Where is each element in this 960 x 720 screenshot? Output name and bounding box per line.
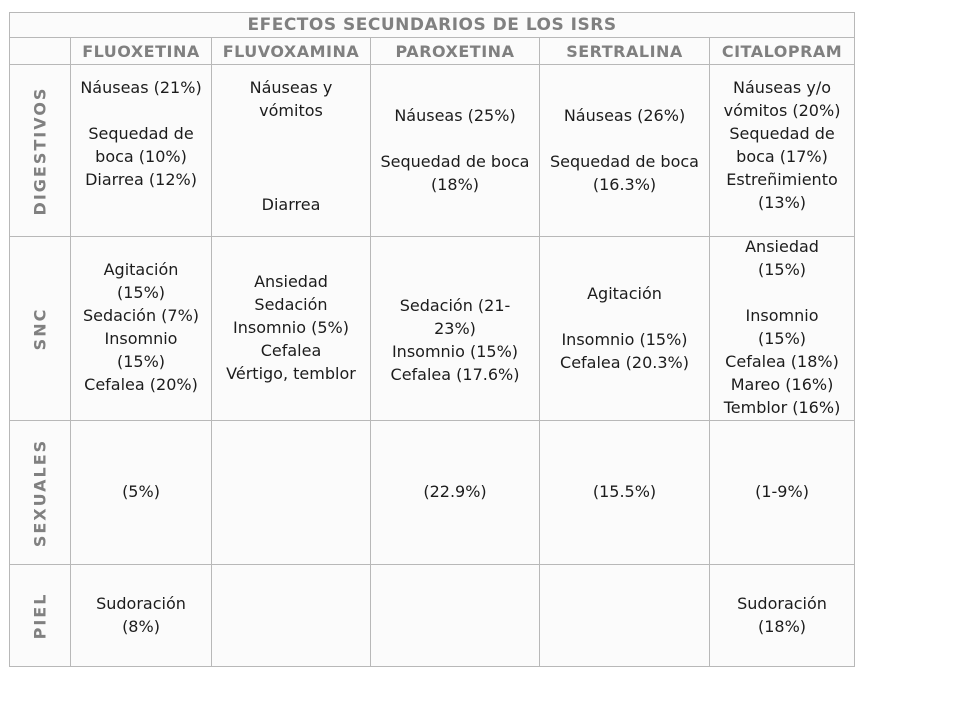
- cell-piel-citalopram: [710, 565, 855, 667]
- cell-line: vómitos: [259, 101, 323, 120]
- cell-line: Náuseas (26%): [563, 106, 686, 125]
- row-header-snc: [10, 237, 71, 421]
- cell-snc-sertralina: [540, 237, 710, 421]
- cell-line: (13%): [758, 193, 807, 212]
- cell-line: Agitación: [587, 284, 662, 303]
- cell-line: Sedación: [254, 295, 328, 314]
- cell-line: (18%): [758, 617, 807, 636]
- cell-line: Sequedad de: [88, 124, 194, 143]
- cell-line: Cefalea: [260, 341, 322, 360]
- cell-line: Insomnio: [104, 329, 178, 348]
- cell-line: boca (17%): [736, 147, 828, 166]
- cell-sexuales-fluvoxamina: [212, 421, 371, 565]
- cell-snc-fluoxetina: [71, 237, 212, 421]
- cell-line: Sedación (21-: [399, 296, 511, 315]
- cell-piel-sertralina: [540, 565, 710, 667]
- cell-piel-fluvoxamina: [212, 565, 371, 667]
- cell-line: (15%): [758, 329, 807, 348]
- cell-digestivos-fluvoxamina: [212, 65, 371, 237]
- cell-snc-fluvoxamina: [212, 237, 371, 421]
- column-header-fluvoxamina: FLUVOXAMINA: [212, 38, 371, 65]
- table-row-digestivos: [10, 65, 855, 237]
- cell-line: Náuseas (21%): [80, 78, 202, 97]
- cell-line: (22.9%): [423, 482, 487, 501]
- cell-line: boca (10%): [95, 147, 187, 166]
- cell-line: Sudoración: [737, 594, 827, 613]
- column-header-citalopram: CITALOPRAM: [710, 38, 855, 65]
- cell-line: Sequedad de: [729, 124, 835, 143]
- cell-line: Estreñimiento: [726, 170, 838, 189]
- row-header-sexuales: [10, 421, 71, 565]
- ssri-side-effects-table: [9, 12, 855, 667]
- table-row-piel: [10, 565, 855, 667]
- cell-line: Náuseas y: [249, 78, 333, 97]
- cell-line: Cefalea (17.6%): [390, 365, 520, 384]
- cell-sexuales-fluoxetina: [71, 421, 212, 565]
- table-row-sexuales: [10, 421, 855, 565]
- cell-sexuales-citalopram: [710, 421, 855, 565]
- cell-piel-paroxetina: [371, 565, 540, 667]
- row-label-piel: PIEL: [30, 592, 50, 639]
- corner-cell: [10, 38, 71, 65]
- cell-line: Náuseas y/o: [733, 78, 831, 97]
- cell-line: (15.5%): [592, 482, 657, 501]
- cell-line: Cefalea (18%): [725, 352, 839, 371]
- cell-sexuales-sertralina: [540, 421, 710, 565]
- cell-line: (18%): [430, 175, 480, 194]
- cell-line: (15%): [116, 283, 166, 302]
- row-header-piel: [10, 565, 71, 667]
- cell-line: Sequedad de boca: [380, 152, 530, 171]
- row-label-snc: SNC: [30, 307, 50, 350]
- cell-line: Cefalea (20.3%): [560, 353, 689, 372]
- cell-line: Diarrea (12%): [85, 170, 197, 189]
- cell-snc-citalopram: [710, 237, 855, 421]
- cell-line: Insomnio: [745, 306, 819, 325]
- cell-digestivos-citalopram: [710, 65, 855, 237]
- cell-line: (16.3%): [592, 175, 657, 194]
- cell-line: Ansiedad: [254, 272, 328, 291]
- cell-line: Insomnio (15%): [561, 330, 688, 349]
- cell-line: Agitación: [103, 260, 179, 279]
- cell-line: Sudoración: [96, 594, 186, 613]
- cell-line: Temblor (16%): [723, 398, 841, 417]
- column-header-fluoxetina: FLUOXETINA: [71, 38, 212, 65]
- row-label-sexuales: SEXUALES: [30, 438, 50, 547]
- column-header-sertralina: SERTRALINA: [540, 38, 710, 65]
- table-row-snc: [10, 237, 855, 421]
- cell-line: (15%): [116, 352, 166, 371]
- cell-line: Sedación (7%): [82, 306, 200, 325]
- cell-line: (8%): [122, 617, 160, 636]
- cell-line: Diarrea: [261, 195, 321, 214]
- cell-line: Ansiedad: [745, 237, 819, 256]
- cell-line: Sequedad de boca: [550, 152, 699, 171]
- cell-line: 23%): [434, 319, 476, 338]
- cell-line: Vértigo, temblor: [226, 364, 356, 383]
- column-header-paroxetina: PAROXETINA: [371, 38, 540, 65]
- cell-digestivos-fluoxetina: [71, 65, 212, 237]
- cell-digestivos-sertralina: [540, 65, 710, 237]
- cell-line: Insomnio (15%): [391, 342, 519, 361]
- cell-line: (15%): [758, 260, 807, 279]
- table-title: EFECTOS SECUNDARIOS DE LOS ISRS: [10, 13, 855, 38]
- row-label-digestivos: DIGESTIVOS: [30, 86, 50, 215]
- cell-line: (1-9%): [755, 482, 809, 501]
- cell-piel-fluoxetina: [71, 565, 212, 667]
- cell-line: vómitos (20%): [723, 101, 841, 120]
- cell-line: Náuseas (25%): [394, 106, 516, 125]
- row-header-digestivos: [10, 65, 71, 237]
- cell-digestivos-paroxetina: [371, 65, 540, 237]
- cell-sexuales-paroxetina: [371, 421, 540, 565]
- cell-line: Cefalea (20%): [84, 375, 198, 394]
- cell-line: Mareo (16%): [730, 375, 834, 394]
- cell-line: (5%): [122, 482, 160, 501]
- cell-snc-paroxetina: [371, 237, 540, 421]
- cell-line: Insomnio (5%): [233, 318, 349, 337]
